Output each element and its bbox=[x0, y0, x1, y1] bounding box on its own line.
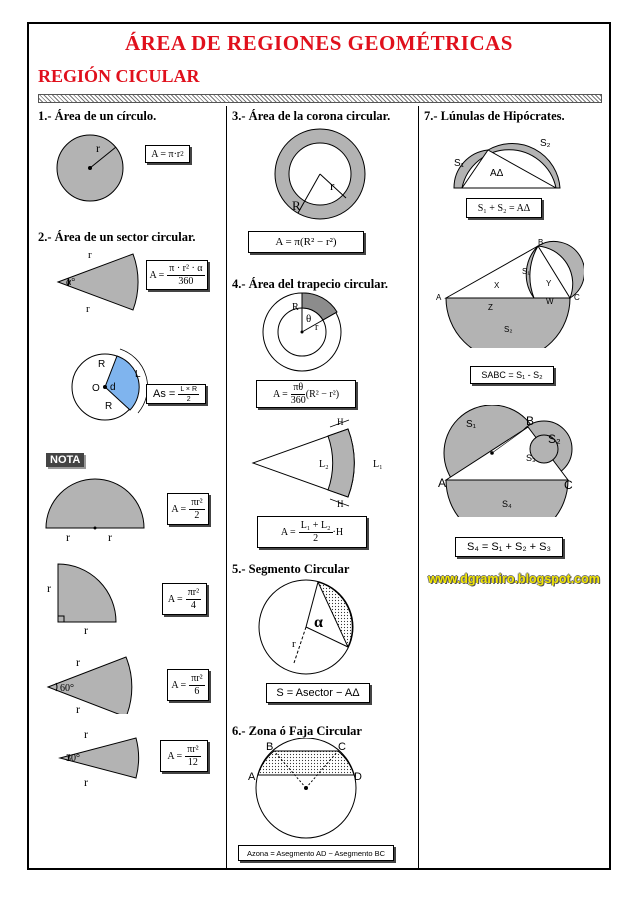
sector-30-diagram bbox=[52, 726, 152, 788]
svg-text:C: C bbox=[564, 478, 573, 492]
svg-text:X: X bbox=[494, 281, 500, 290]
formula-annulus: A = π(R² − r²) bbox=[248, 231, 364, 253]
svg-text:A: A bbox=[438, 476, 447, 490]
svg-text:S₄: S₄ bbox=[502, 499, 512, 509]
formula-sector-60: A = $\frac{\text{πr²}}{6}$ bbox=[167, 669, 209, 701]
circle-diagram bbox=[52, 130, 132, 210]
svg-text:C: C bbox=[574, 293, 580, 302]
svg-text:S₁: S₁ bbox=[454, 158, 465, 169]
svg-text:S₂: S₂ bbox=[540, 138, 551, 149]
column-divider-2 bbox=[418, 106, 419, 870]
annulus-diagram bbox=[270, 124, 370, 224]
circular-zone-diagram bbox=[244, 738, 374, 846]
svg-text:A: A bbox=[248, 771, 256, 783]
section-1-title: 1.- Área de un círculo. bbox=[38, 109, 157, 123]
svg-text:AΔ: AΔ bbox=[490, 168, 504, 179]
svg-text:30°: 30° bbox=[66, 753, 80, 764]
label-r: r bbox=[96, 141, 100, 155]
svg-text:r: r bbox=[330, 178, 335, 193]
svg-text:S₁: S₁ bbox=[466, 419, 477, 430]
section-4-title: 4.- Área del trapecio circular. bbox=[232, 277, 388, 291]
formula-quarter: A = $\frac{\text{πr²}}{4}$ bbox=[162, 583, 207, 615]
circular-trapezoid-diagram bbox=[258, 290, 353, 375]
section-5-title: 5.- Segmento Circular bbox=[232, 562, 350, 576]
formula-lunes-3: S₄ = S₁ + S₂ + S₃ bbox=[455, 537, 563, 557]
hatched-divider bbox=[38, 94, 602, 103]
svg-text:r: r bbox=[88, 249, 92, 261]
section-2-title: 2.- Área de un sector circular. bbox=[38, 230, 196, 244]
svg-text:B: B bbox=[266, 741, 274, 753]
svg-text:d: d bbox=[110, 382, 116, 393]
svg-text:S₂: S₂ bbox=[548, 432, 561, 446]
sector-diagram bbox=[48, 246, 143, 316]
formula-sector: A = $\frac{\text{π · r² · α}}{360}$ bbox=[146, 260, 208, 290]
formula-lunes-2: SABC = S₁ - S₂ bbox=[470, 366, 554, 384]
lunes-diagram-2 bbox=[434, 236, 584, 348]
formula-semicircle: A = $\frac{\text{πr²}}{2}$ bbox=[167, 493, 209, 525]
svg-text:D: D bbox=[354, 771, 362, 783]
svg-text:H: H bbox=[337, 499, 344, 509]
svg-text:Z: Z bbox=[488, 303, 493, 312]
svg-text:R: R bbox=[98, 359, 106, 370]
section-subtitle: REGIÓN CICULAR bbox=[38, 66, 200, 86]
nota-badge: NOTA bbox=[46, 453, 84, 467]
formula-circular-trapezoid: A = $\frac{\pi\theta}{360}$ (R² − r²) bbox=[256, 380, 356, 408]
svg-text:r: r bbox=[84, 623, 88, 637]
section-6-title: 6.- Zona ó Faja Circular bbox=[232, 724, 362, 738]
svg-text:r: r bbox=[76, 702, 80, 714]
svg-text:r: r bbox=[84, 727, 88, 741]
circular-segment-diagram bbox=[256, 575, 361, 680]
svg-text:R: R bbox=[292, 198, 301, 213]
trapezoid-arc-diagram bbox=[245, 413, 405, 511]
lunes-diagram-3 bbox=[436, 405, 586, 517]
svg-text:S₃: S₃ bbox=[526, 453, 536, 463]
quarter-circle-diagram bbox=[44, 558, 144, 638]
svg-text:C: C bbox=[338, 741, 346, 753]
svg-text:H: H bbox=[337, 417, 344, 427]
svg-text:r: r bbox=[86, 303, 90, 315]
formula-lunes-1: S₁ + S₂ = AΔ bbox=[466, 198, 542, 218]
svg-text:W: W bbox=[546, 297, 554, 306]
svg-text:R: R bbox=[292, 302, 299, 313]
formula-sector-arc: As = $\frac{L \times R}{2}$ bbox=[146, 384, 206, 404]
svg-text:r: r bbox=[47, 581, 51, 595]
website-link[interactable]: www.dgramiro.blogspot.com bbox=[428, 572, 600, 586]
formula-circle: A = π·r 2 bbox=[145, 145, 190, 163]
svg-text:α: α bbox=[314, 614, 323, 631]
column-divider-1 bbox=[226, 106, 227, 870]
lunes-diagram-1 bbox=[448, 130, 568, 200]
svg-text:Y: Y bbox=[546, 279, 552, 288]
svg-text:60°: 60° bbox=[60, 683, 74, 694]
svg-text:r: r bbox=[315, 322, 319, 333]
svg-text:R: R bbox=[105, 401, 113, 412]
svg-text:B: B bbox=[526, 414, 535, 428]
svg-text:r: r bbox=[108, 530, 112, 544]
formula-zone: Azona = Asegmento AD − Asegmento BC bbox=[238, 845, 394, 861]
svg-text:r: r bbox=[66, 530, 70, 544]
svg-text:θ: θ bbox=[306, 313, 312, 325]
svg-text:L₁: L₁ bbox=[373, 459, 383, 470]
svg-text:A: A bbox=[436, 293, 442, 302]
sector-60-diagram bbox=[40, 652, 150, 714]
svg-text:r: r bbox=[84, 775, 88, 788]
formula-sector-30: A = $\frac{\text{πr²}}{12}$ bbox=[160, 740, 208, 772]
page-title: ÁREA DE REGIONES GEOMÉTRICAS bbox=[125, 31, 513, 55]
sector-arc-diagram bbox=[70, 343, 155, 428]
svg-text:L₂: L₂ bbox=[319, 459, 329, 470]
section-7-title: 7.- Lúnulas de Hipócrates. bbox=[424, 109, 565, 123]
semicircle-diagram bbox=[40, 476, 150, 546]
svg-text:α°: α° bbox=[66, 277, 76, 288]
svg-text:r: r bbox=[76, 655, 80, 669]
svg-text:r: r bbox=[292, 638, 296, 650]
formula-trapezoid-arc: A = $\frac{\text{L₁ + L₂}}{2}$ ·H bbox=[257, 516, 367, 548]
svg-text:S₁: S₁ bbox=[522, 267, 531, 276]
svg-text:O: O bbox=[92, 383, 100, 394]
formula-segment: S = Asector − AΔ bbox=[266, 683, 370, 703]
section-3-title: 3.- Área de la corona circular. bbox=[232, 109, 391, 123]
svg-text:S₂: S₂ bbox=[504, 325, 513, 334]
svg-text:L: L bbox=[135, 369, 141, 380]
svg-text:B: B bbox=[538, 238, 544, 247]
